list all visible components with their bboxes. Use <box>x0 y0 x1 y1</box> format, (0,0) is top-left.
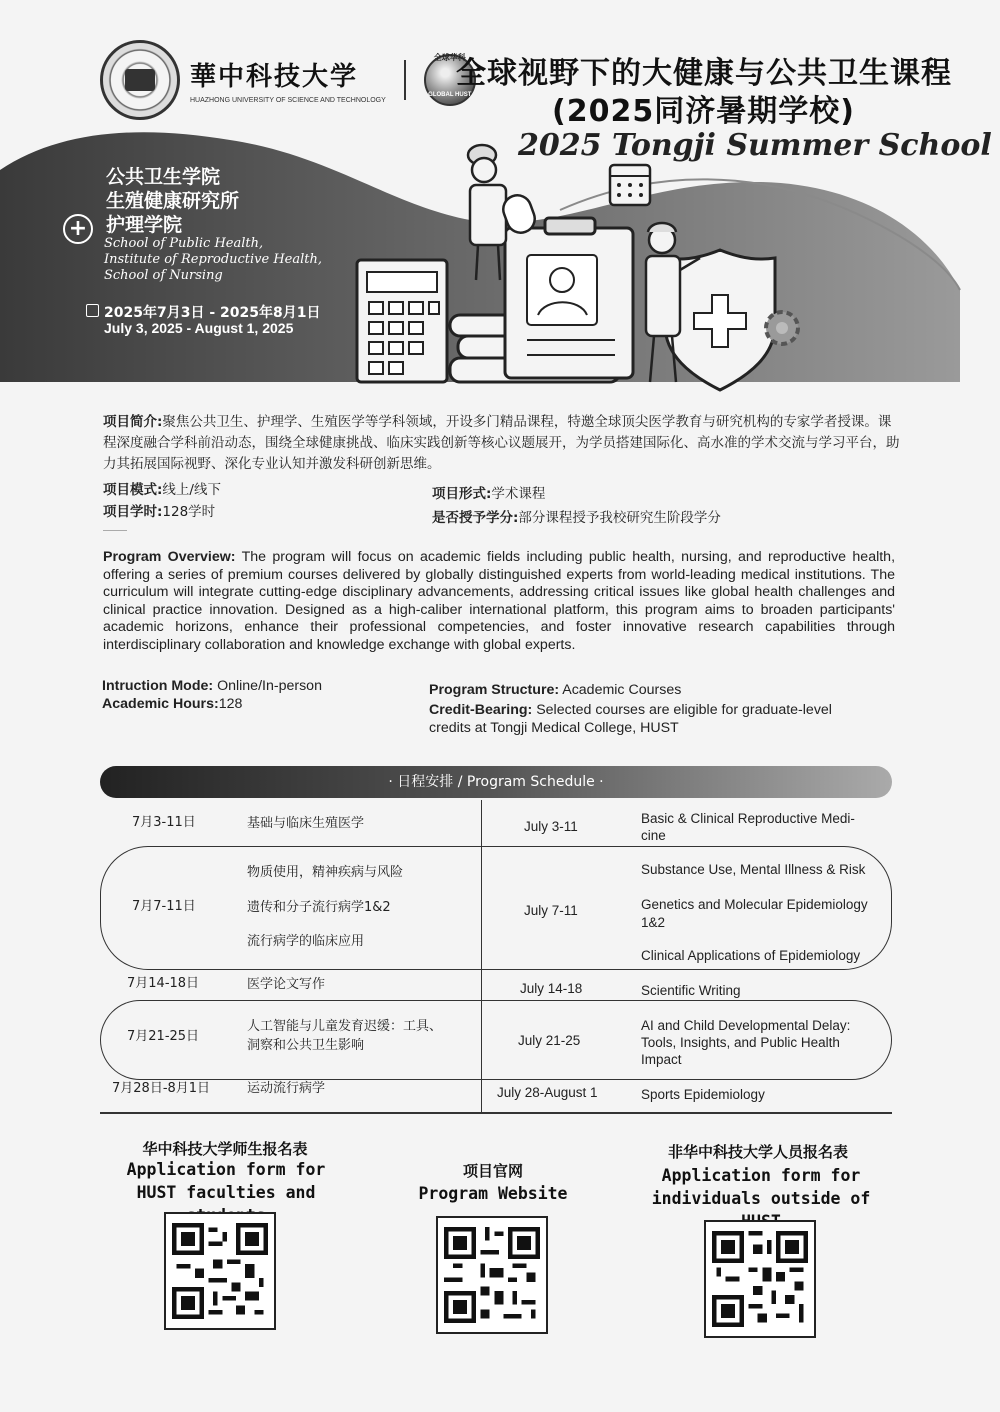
qr-code-icon <box>172 1220 268 1322</box>
hero-banner <box>0 110 1000 400</box>
schedule-course-cn: 物质使用，精神疾病与风险 <box>247 865 404 880</box>
schedule-course-en: cine <box>641 828 666 843</box>
schedule-course-cn: 遗传和分子流行病学1&2 <box>247 900 391 915</box>
qr-title-en <box>405 1182 581 1205</box>
calendar-small-icon <box>86 304 99 317</box>
schedule-date-cn: 7月7-11日 <box>132 899 196 914</box>
schedule-course-cn: 人工智能与儿童发育迟缓：工具、 <box>247 1019 443 1034</box>
mode-en-value: Online/In-person <box>213 678 322 694</box>
form-cn <box>432 482 545 502</box>
mode-en-label: Intruction Mode: <box>102 678 214 694</box>
schedule-course-en: 1&2 <box>641 915 666 930</box>
intro-en-paragraph <box>103 549 895 654</box>
page-title-cn: 全球视野下的大健康与公共卫生课程 <box>456 56 952 91</box>
institute-en-3: School of Nursing <box>104 268 223 283</box>
schedule-course-en: AI and Child Developmental Delay: <box>641 1018 851 1033</box>
schedule-course-en: Tools, Insights, and Public Health <box>641 1035 840 1050</box>
schedule-course-en: Genetics and Molecular Epidemiology <box>641 897 868 912</box>
hours-cn-value: 128学时 <box>162 504 216 520</box>
schedule-date-cn: 7月28日-8月1日 <box>112 1081 211 1096</box>
institute-cn-2: 生殖健康研究所 <box>106 190 240 212</box>
clipboard-icon <box>505 218 633 378</box>
schedule-course-en: Substance Use, Mental Illness & Risk <box>641 862 866 877</box>
form-cn-label: 项目形式: <box>432 486 492 502</box>
date-range-en: July 3, 2025 - August 1, 2025 <box>104 320 294 336</box>
schedule-date-en: July 28-August 1 <box>497 1085 598 1100</box>
schedule-date-en: July 7-11 <box>524 903 578 918</box>
global-logo-top-text: 全球华科 <box>433 53 466 62</box>
university-name-cn: 華中科技大学 <box>190 62 359 92</box>
schedule-course-en: Basic & Clinical Reproductive Medi- <box>641 811 855 826</box>
institute-cn-3: 护理学院 <box>106 214 183 236</box>
university-name-block <box>190 56 386 104</box>
plus-icon: + <box>63 214 93 244</box>
qr-code-external-application[interactable] <box>704 1220 816 1338</box>
structure-en <box>429 682 681 700</box>
qr-title-en-line: HUST faculties and <box>136 1183 316 1202</box>
intro-cn-text: 聚焦公共卫生、护理学、生殖医学等学科领域，开设多门精品课程，特邀全球顶尖医学教育与研究机构的专家学者授课。课程深度融合学科前沿动态，围绕全球健康挑战、临床实践创新等核心议题展开，为学员搭建国际化、高水准的学术交流与学习平台，助力其拓展国际视野、深化专业认知并激发科研创新思维。 <box>103 414 900 472</box>
schedule-course-en: Scientific Writing <box>641 983 741 998</box>
mode-en <box>102 678 322 696</box>
logo-row <box>100 40 476 120</box>
schedule-date-en: July 21-25 <box>518 1033 581 1048</box>
schedule-course-en: Clinical Applications of Epidemiology <box>641 948 861 963</box>
date-range-cn: 2025年7月3日 - 2025年8月1日 <box>104 305 321 321</box>
intro-en-text: The program will focus on academic fields including public health, nursing, and reproductive health, offering a series of premium courses delivered by globally distinguished experts from world-leading medical institutions. The curriculum will integrate cutting-edge disciplinary advancements, addressing critical issues like global health challenges and clinical practice innovation. Designed as a high-caliber international platform, this program aims to broaden participants' academic horizons, enhance their professional competencies, and foster innovative research capabilities through interdisciplinary collaboration and knowledge exchange with global experts. <box>103 549 896 653</box>
institute-en-1: School of Public Health, <box>104 236 264 251</box>
logo-divider <box>404 60 406 100</box>
qr-title-en-line: Program Website <box>418 1184 568 1203</box>
institute-cn-1: 公共卫生学院 <box>106 166 221 188</box>
credit-en <box>429 702 869 737</box>
credit-cn-label: 是否授予学分: <box>432 510 519 526</box>
schedule-course-cn: 洞察和公共卫生影响 <box>247 1038 365 1053</box>
qr-title-en-line: individuals outside of <box>651 1189 871 1208</box>
section-divider <box>103 530 127 531</box>
calculator-icon <box>357 260 447 382</box>
qr-code-icon <box>444 1224 540 1326</box>
credit-en-label: Credit-Bearing: <box>429 702 533 718</box>
qr-title-en-line: Application form for <box>661 1166 861 1185</box>
university-seal-icon <box>100 40 180 120</box>
credit-cn <box>432 506 721 526</box>
schedule-course-cn: 基础与临床生殖医学 <box>247 816 365 831</box>
intro-cn-label: 项目简介: <box>103 414 163 430</box>
intro-en-label: Program Overview: <box>103 549 236 565</box>
gear-icon <box>766 312 798 344</box>
schedule-date-en: July 3-11 <box>524 819 578 834</box>
schedule-date-cn: 7月21-25日 <box>127 1029 200 1044</box>
hours-en <box>102 696 242 714</box>
schedule-course-cn: 医学论文写作 <box>247 977 326 992</box>
schedule-date-cn: 7月3-11日 <box>132 815 196 830</box>
schedule-course-en: Sports Epidemiology <box>641 1087 765 1102</box>
schedule-date-en: July 14-18 <box>520 981 583 996</box>
mode-cn-label: 项目模式: <box>103 482 163 498</box>
qr-title-cn: 项目官网 <box>462 1162 523 1180</box>
structure-en-value: Academic Courses <box>559 682 682 698</box>
hours-en-label: Academic Hours: <box>102 696 219 712</box>
credit-cn-value: 部分课程授予我校研究生阶段学分 <box>518 510 721 526</box>
schedule-bottom-rule <box>100 1112 892 1114</box>
calendar-icon <box>610 165 650 205</box>
hours-cn <box>103 500 215 520</box>
qr-code-icon <box>712 1228 808 1330</box>
institute-en-2: Institute of Reproductive Health, <box>104 252 323 267</box>
intro-cn-paragraph <box>103 412 903 475</box>
schedule-date-cn: 7月14-18日 <box>127 976 200 991</box>
schedule-header: · 日程安排 / Program Schedule · <box>100 766 892 798</box>
qr-title-cn: 华中科技大学师生报名表 <box>142 1140 308 1158</box>
schedule-course-en: Impact <box>641 1052 682 1067</box>
page-title-en: 2025 Tongji Summer School <box>518 128 992 163</box>
credit-en-value: Selected courses are eligible for graduate-level credits at Tongji Medical College, HUST <box>429 702 832 736</box>
qr-title-cn: 非华中科技大学人员报名表 <box>667 1143 848 1161</box>
page-subtitle-cn: (2025同济暑期学校) <box>552 94 855 129</box>
schedule-course-cn: 流行病学的临床应用 <box>247 934 365 949</box>
mode-cn-value: 线上/线下 <box>162 482 221 498</box>
qr-code-program-website[interactable] <box>436 1216 548 1334</box>
mode-cn <box>103 478 221 498</box>
hours-cn-label: 项目学时: <box>103 504 163 520</box>
form-cn-value: 学术课程 <box>491 486 546 502</box>
qr-code-hust-application[interactable] <box>164 1212 276 1330</box>
hours-en-value: 128 <box>218 696 243 712</box>
qr-title-en-line: Application form for <box>126 1160 326 1179</box>
university-name-en: HUAZHONG UNIVERSITY OF SCIENCE AND TECHNOLOGY <box>190 97 386 104</box>
schedule-course-cn: 运动流行病学 <box>247 1081 326 1096</box>
global-logo-text: GLOBAL HUST <box>428 92 472 98</box>
structure-en-label: Program Structure: <box>429 682 560 698</box>
